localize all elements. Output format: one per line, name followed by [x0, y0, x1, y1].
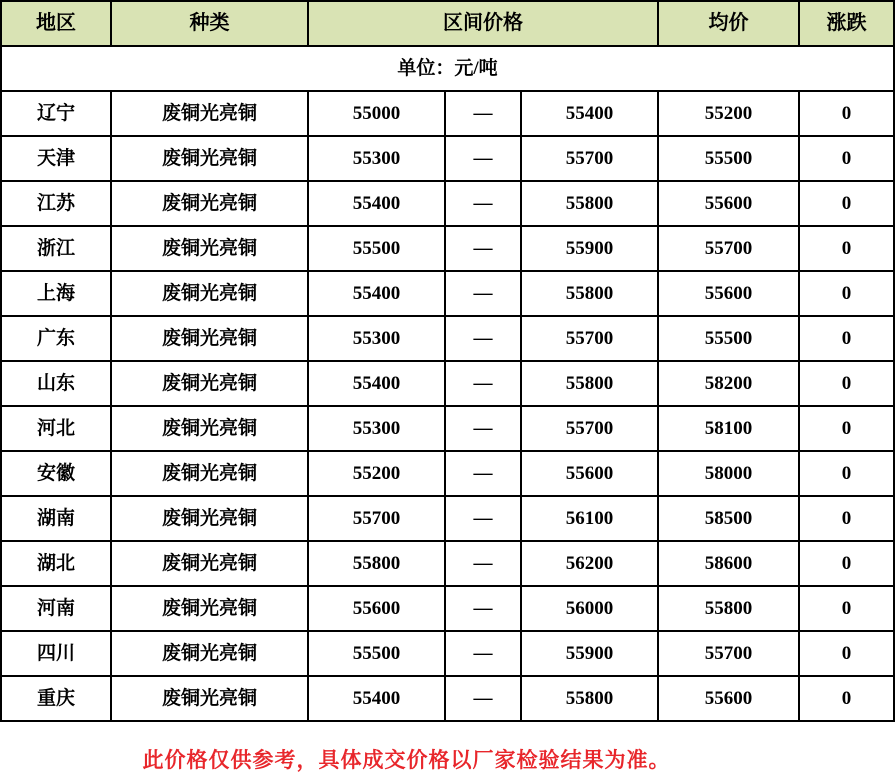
cell-price-change: 0: [799, 676, 894, 721]
cell-price-average: 58500: [658, 496, 799, 541]
column-header-region: 地区: [1, 1, 111, 46]
cell-price-change: 0: [799, 541, 894, 586]
column-header-change: 涨跌: [799, 1, 894, 46]
cell-kind: 废铜光亮铜: [111, 91, 308, 136]
table-row: [1, 181, 894, 226]
cell-price-change: 0: [799, 91, 894, 136]
table-row: [1, 586, 894, 631]
cell-price-low: 55200: [308, 451, 445, 496]
cell-price-low: 55400: [308, 676, 445, 721]
cell-price-dash: —: [445, 316, 521, 361]
cell-price-low: 55600: [308, 586, 445, 631]
table-body: [1, 46, 894, 721]
cell-price-change: 0: [799, 451, 894, 496]
cell-price-dash: —: [445, 541, 521, 586]
cell-region: 广东: [1, 316, 111, 361]
cell-region: 山东: [1, 361, 111, 406]
column-header-price-range: 区间价格: [308, 1, 658, 46]
table-row: [1, 91, 894, 136]
cell-price-high: 56200: [521, 541, 658, 586]
cell-price-low: 55000: [308, 91, 445, 136]
cell-price-change: 0: [799, 136, 894, 181]
table-row: [1, 226, 894, 271]
cell-price-average: 58100: [658, 406, 799, 451]
table-row: [1, 541, 894, 586]
cell-price-average: 55600: [658, 271, 799, 316]
cell-kind: 废铜光亮铜: [111, 631, 308, 676]
cell-price-high: 55800: [521, 676, 658, 721]
cell-price-high: 55800: [521, 271, 658, 316]
cell-region: 上海: [1, 271, 111, 316]
cell-price-change: 0: [799, 586, 894, 631]
table-row: [1, 631, 894, 676]
cell-price-change: 0: [799, 181, 894, 226]
cell-price-dash: —: [445, 496, 521, 541]
unit-note-row: [1, 46, 894, 91]
table-row: [1, 316, 894, 361]
cell-kind: 废铜光亮铜: [111, 451, 308, 496]
cell-price-change: 0: [799, 226, 894, 271]
cell-kind: 废铜光亮铜: [111, 406, 308, 451]
cell-price-average: 55500: [658, 136, 799, 181]
cell-price-change: 0: [799, 361, 894, 406]
cell-price-high: 55900: [521, 226, 658, 271]
table-row: [1, 271, 894, 316]
cell-kind: 废铜光亮铜: [111, 316, 308, 361]
cell-price-high: 55800: [521, 181, 658, 226]
table-row: [1, 406, 894, 451]
cell-kind: 废铜光亮铜: [111, 271, 308, 316]
cell-price-dash: —: [445, 91, 521, 136]
cell-price-high: 56000: [521, 586, 658, 631]
cell-price-average: 55700: [658, 631, 799, 676]
cell-price-dash: —: [445, 361, 521, 406]
cell-kind: 废铜光亮铜: [111, 496, 308, 541]
cell-price-average: 58200: [658, 361, 799, 406]
cell-price-low: 55300: [308, 406, 445, 451]
cell-price-low: 55400: [308, 361, 445, 406]
cell-price-average: 58000: [658, 451, 799, 496]
cell-price-high: 55600: [521, 451, 658, 496]
cell-region: 辽宁: [1, 91, 111, 136]
cell-price-low: 55500: [308, 631, 445, 676]
table-row: [1, 676, 894, 721]
cell-region: 湖南: [1, 496, 111, 541]
cell-price-average: 58600: [658, 541, 799, 586]
column-header-kind: 种类: [111, 1, 308, 46]
cell-price-average: 55600: [658, 676, 799, 721]
table-row: [1, 361, 894, 406]
cell-price-change: 0: [799, 496, 894, 541]
cell-price-high: 55400: [521, 91, 658, 136]
cell-price-dash: —: [445, 451, 521, 496]
cell-kind: 废铜光亮铜: [111, 181, 308, 226]
cell-price-change: 0: [799, 271, 894, 316]
table-row: [1, 136, 894, 181]
cell-price-low: 55500: [308, 226, 445, 271]
cell-price-dash: —: [445, 136, 521, 181]
header-row: [1, 1, 894, 46]
cell-price-low: 55300: [308, 316, 445, 361]
cell-price-high: 55900: [521, 631, 658, 676]
cell-price-average: 55600: [658, 181, 799, 226]
cell-price-dash: —: [445, 406, 521, 451]
cell-price-dash: —: [445, 181, 521, 226]
cell-price-dash: —: [445, 676, 521, 721]
cell-region: 湖北: [1, 541, 111, 586]
cell-price-change: 0: [799, 631, 894, 676]
cell-region: 四川: [1, 631, 111, 676]
cell-region: 河北: [1, 406, 111, 451]
cell-price-low: 55800: [308, 541, 445, 586]
cell-price-high: 56100: [521, 496, 658, 541]
cell-price-dash: —: [445, 271, 521, 316]
cell-price-low: 55400: [308, 181, 445, 226]
cell-price-average: 55800: [658, 586, 799, 631]
cell-kind: 废铜光亮铜: [111, 136, 308, 181]
cell-price-dash: —: [445, 631, 521, 676]
cell-region: 浙江: [1, 226, 111, 271]
cell-region: 安徽: [1, 451, 111, 496]
cell-kind: 废铜光亮铜: [111, 226, 308, 271]
cell-price-high: 55700: [521, 316, 658, 361]
disclaimer-note: 此价格仅供参考，具体成交价格以厂家检验结果为准。: [142, 748, 671, 772]
table-header: [1, 1, 894, 46]
cell-region: 江苏: [1, 181, 111, 226]
cell-price-average: 55700: [658, 226, 799, 271]
cell-price-high: 55800: [521, 361, 658, 406]
unit-note: 单位：元/吨: [1, 46, 894, 91]
cell-price-change: 0: [799, 406, 894, 451]
cell-price-average: 55200: [658, 91, 799, 136]
cell-price-average: 55500: [658, 316, 799, 361]
cell-price-dash: —: [445, 586, 521, 631]
cell-price-low: 55300: [308, 136, 445, 181]
cell-price-high: 55700: [521, 136, 658, 181]
cell-kind: 废铜光亮铜: [111, 586, 308, 631]
cell-kind: 废铜光亮铜: [111, 541, 308, 586]
cell-kind: 废铜光亮铜: [111, 676, 308, 721]
column-header-average: 均价: [658, 1, 799, 46]
cell-price-dash: —: [445, 226, 521, 271]
cell-kind: 废铜光亮铜: [111, 361, 308, 406]
cell-price-low: 55700: [308, 496, 445, 541]
cell-region: 重庆: [1, 676, 111, 721]
cell-price-low: 55400: [308, 271, 445, 316]
cell-price-high: 55700: [521, 406, 658, 451]
table-row: [1, 496, 894, 541]
table-row: [1, 451, 894, 496]
cell-region: 河南: [1, 586, 111, 631]
cell-price-change: 0: [799, 316, 894, 361]
cell-region: 天津: [1, 136, 111, 181]
